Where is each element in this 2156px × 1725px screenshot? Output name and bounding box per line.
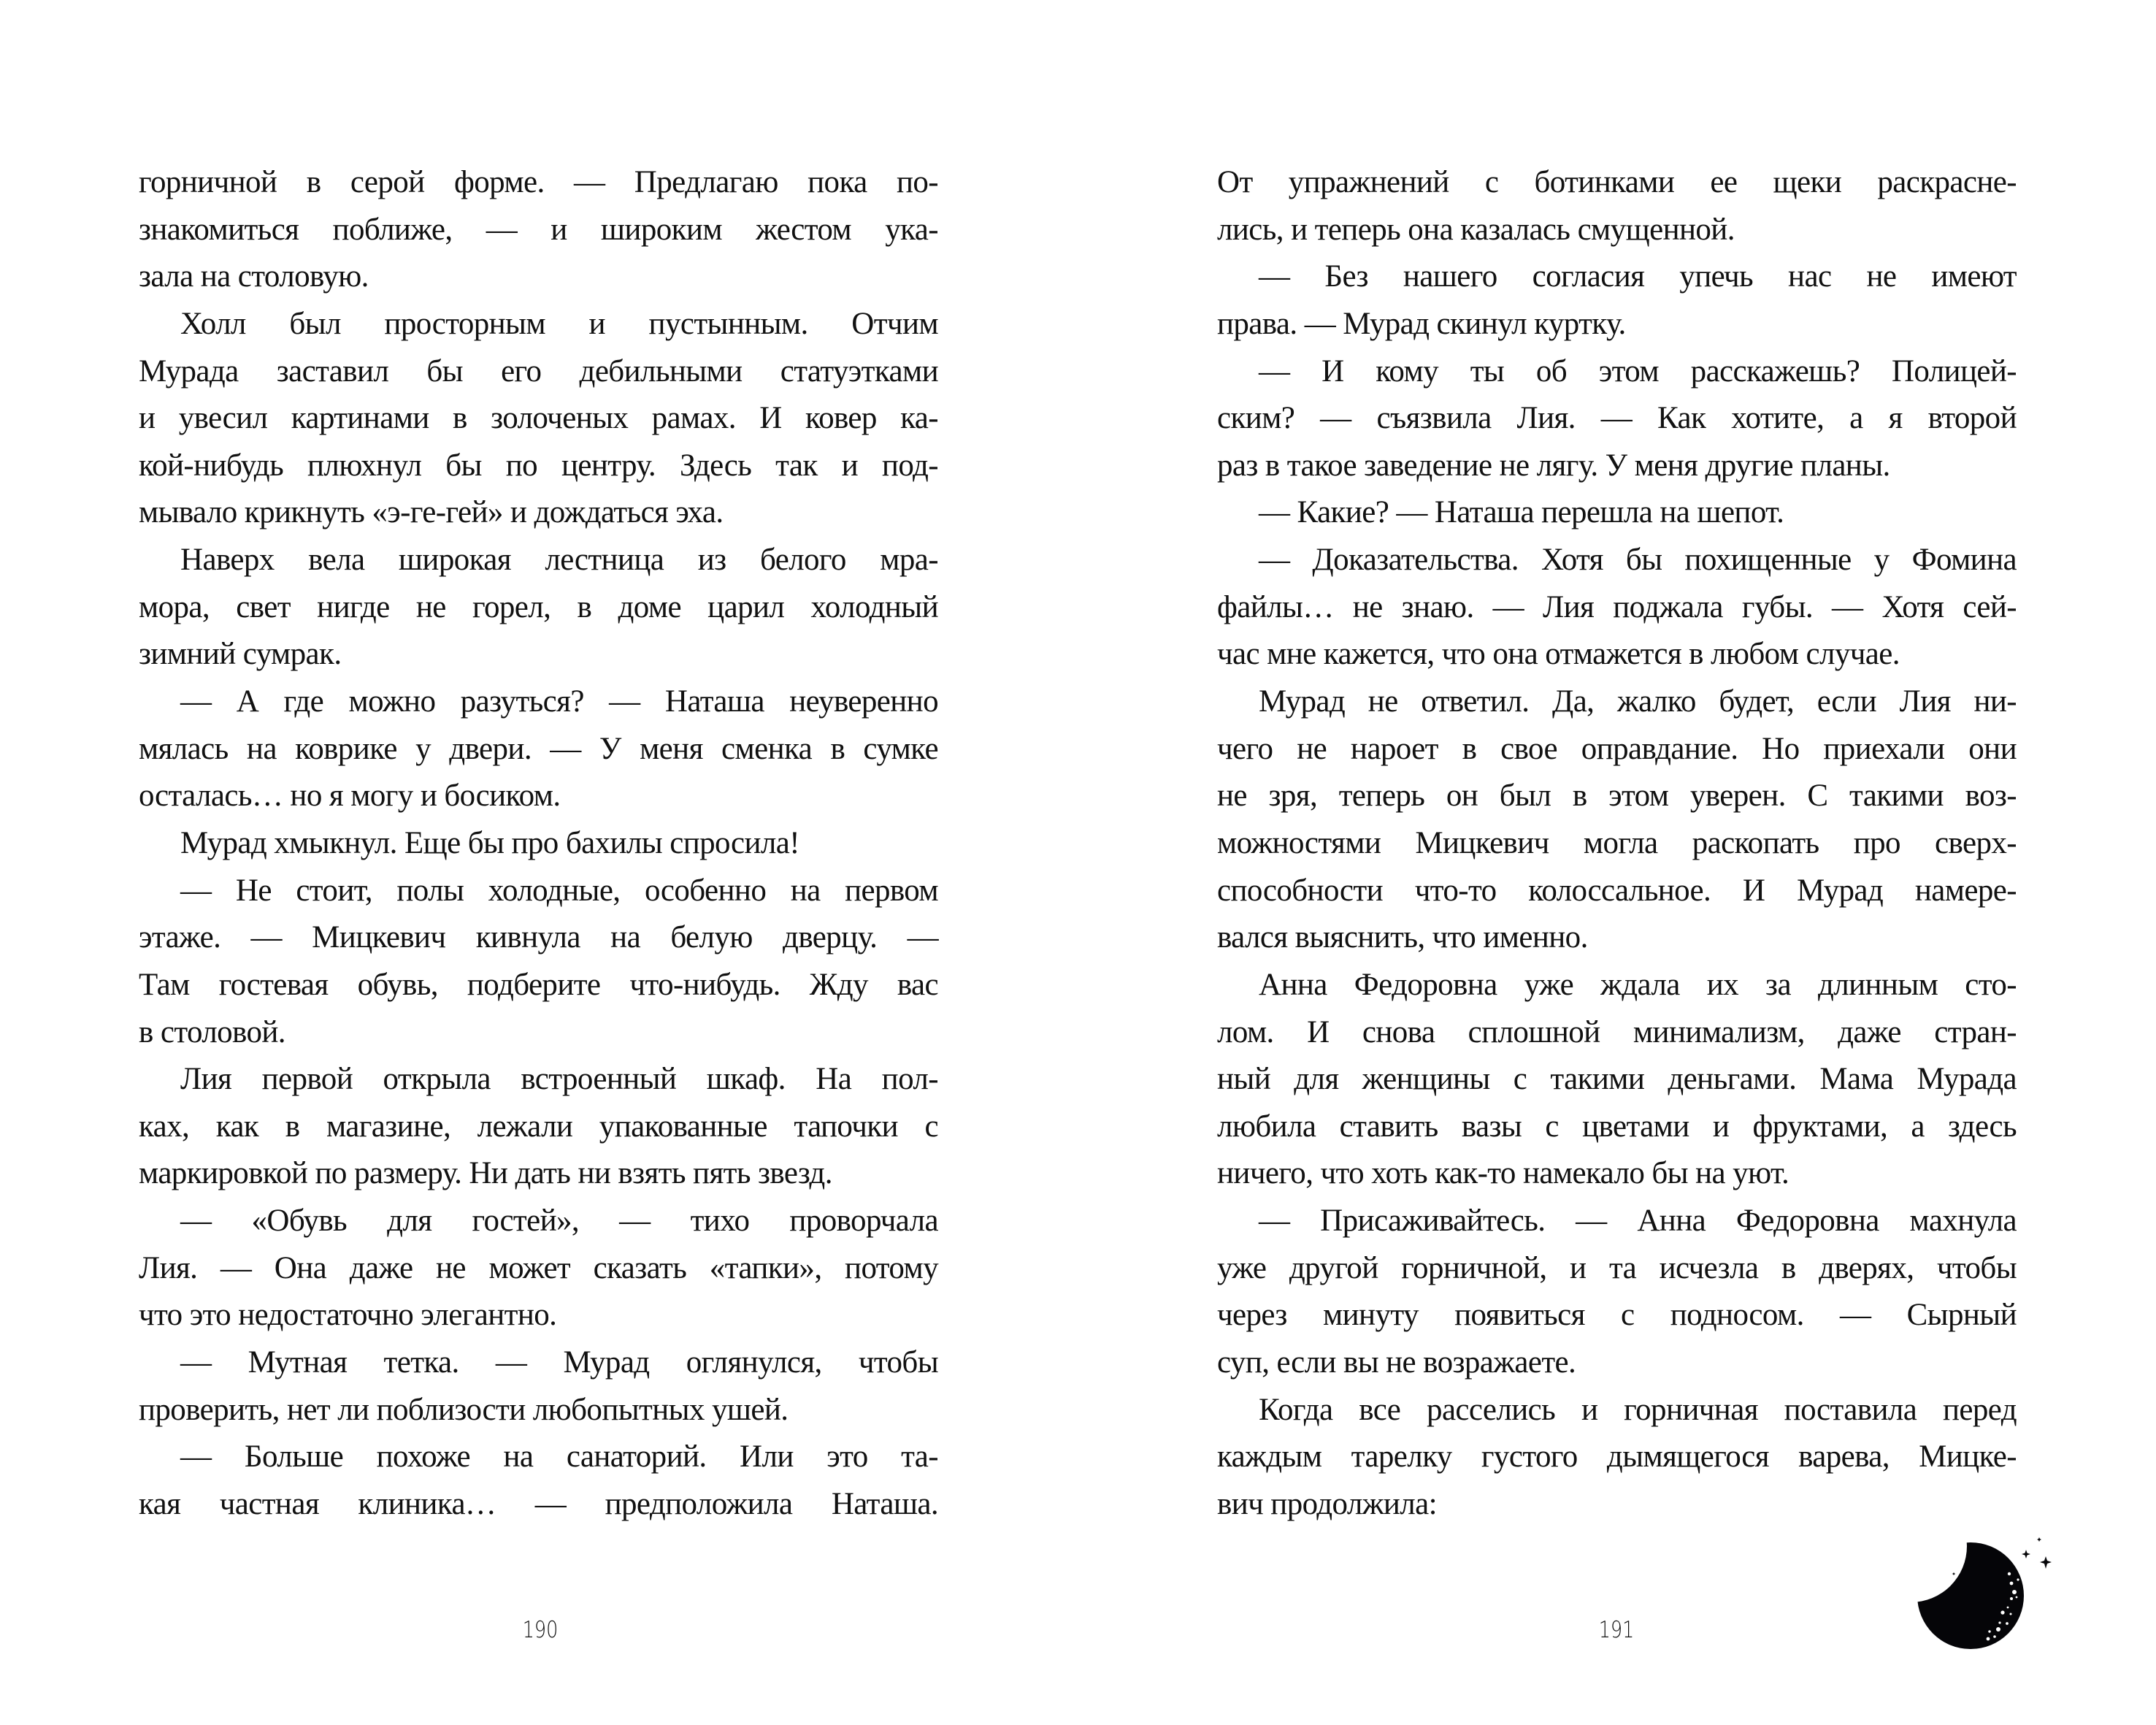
text-line: уже другой горничной, и та исчезла в дверях, чтобы bbox=[1217, 1250, 2017, 1285]
text-line: — Не стоит, полы холодные, особенно на первом bbox=[180, 873, 938, 908]
text-line: Анна Федоровна уже ждала их за длинным сто- bbox=[1259, 967, 2017, 1002]
moon-body bbox=[1917, 1542, 2024, 1649]
text-line: через минуту появиться с подносом. — Сырный bbox=[1217, 1298, 2017, 1333]
text-line: и увесил картинами в золоченых рамах. И ковер ка- bbox=[139, 401, 938, 436]
text-line: — Присаживайтесь. — Анна Федоровна махнула bbox=[1259, 1204, 2017, 1239]
page-number-right: 191 bbox=[1598, 1617, 1635, 1643]
text-line: файлы… не знаю. — Лия поджала губы. — Хотя сей- bbox=[1217, 589, 2017, 624]
text-line: мялась на коврике у двери. — У меня сменка в сумке bbox=[139, 731, 938, 766]
text-line: этаже. — Мицкевич кивнула на белую дверцу. — bbox=[139, 920, 938, 955]
text-line: — «Обувь для гостей», — тихо проворчала bbox=[180, 1204, 938, 1239]
text-line: раз в такое заведение не лягу. У меня другие планы. bbox=[1217, 448, 1890, 483]
text-line: любила ставить вазы с цветами и фруктами, а здесь bbox=[1217, 1109, 2017, 1144]
text-line: горничной в серой форме. — Предлагаю пока по- bbox=[139, 165, 938, 199]
text-line: час мне кажется, что она отмажется в любом случае. bbox=[1217, 637, 1900, 672]
text-line: — Без нашего согласия упечь нас не имеют bbox=[1259, 259, 2017, 294]
text-line: — Доказательства. Хотя бы похищенные у Фомина bbox=[1259, 543, 2017, 578]
text-line: можностями Мицкевич могла раскопать про сверх- bbox=[1217, 825, 2017, 860]
text-line: Когда все расселись и горничная поставила перед bbox=[1259, 1392, 2017, 1427]
text-line: ничего, что хоть как-то намекало бы на уют. bbox=[1217, 1156, 1789, 1191]
text-line: Мурада заставил бы его дебильными статуэтками bbox=[139, 353, 938, 389]
text-line: Наверх вела широкая лестница из белого мра- bbox=[180, 543, 938, 578]
star-medium bbox=[2022, 1550, 2030, 1558]
text-line: ках, как в магазине, лежали упакованные тапочки с bbox=[139, 1109, 938, 1144]
text-line: ный для женщины с такими деньгами. Мама Мурада bbox=[1217, 1062, 2017, 1097]
text-line: мывало крикнуть «э-ге-гей» и дождаться эха. bbox=[139, 495, 724, 530]
text-line: кой-нибудь плюхнул бы по центру. Здесь так и под- bbox=[139, 448, 938, 483]
text-line: Лия первой открыла встроенный шкаф. На пол- bbox=[180, 1062, 938, 1097]
text-line: осталась… но я могу и босиком. bbox=[139, 779, 561, 814]
text-line: вич продолжила: bbox=[1217, 1486, 1437, 1521]
text-line: знакомиться поближе, — и широким жестом ука- bbox=[139, 212, 938, 247]
text-line: — Какие? — Наташа перешла на шепот. bbox=[1259, 495, 1784, 530]
text-line: проверить, нет ли поблизости любопытных ушей. bbox=[139, 1392, 789, 1427]
text-line: От упражнений с ботинками ее щеки раскрасне- bbox=[1217, 165, 2017, 199]
page-number-left: 190 bbox=[522, 1617, 559, 1643]
text-line: каждым тарелку густого дымящегося варева, Мицке- bbox=[1217, 1439, 2017, 1475]
text-line: чего не нароет в свое оправдание. Но приехали они bbox=[1217, 731, 2017, 766]
text-line: суп, если вы не возражаете. bbox=[1217, 1345, 1576, 1380]
text-line: права. — Мурад скинул куртку. bbox=[1217, 306, 1626, 341]
text-line: ским? — съязвила Лия. — Как хотите, а я второй bbox=[1217, 401, 2017, 436]
text-line: Лия. — Она даже не может сказать «тапки», потому bbox=[139, 1250, 938, 1285]
text-line: зимний сумрак. bbox=[139, 637, 342, 672]
text-line: — Мутная тетка. — Мурад оглянулся, чтобы bbox=[180, 1345, 938, 1380]
left-page-text-column bbox=[139, 159, 938, 1529]
text-line: Мурад не ответил. Да, жалко будет, если Лия ни- bbox=[1259, 684, 2017, 719]
text-line: лись, и теперь она казалась смущенной. bbox=[1217, 212, 1735, 247]
text-line: мора, свет нигде не горел, в доме царил холодный bbox=[139, 589, 938, 624]
right-page bbox=[1078, 0, 2156, 1725]
text-line: не зря, теперь он был в этом уверен. С такими воз- bbox=[1217, 779, 2017, 814]
text-line: что это недостаточно элегантно. bbox=[139, 1298, 557, 1333]
text-line: — Больше похоже на санаторий. Или это та- bbox=[180, 1439, 938, 1475]
text-line: — И кому ты об этом расскажешь? Полицей- bbox=[1259, 353, 2017, 389]
text-line: Мурад хмыкнул. Еще бы про бахилы спросила! bbox=[180, 825, 799, 860]
text-line: — А где можно разуться? — Наташа неуверенно bbox=[180, 684, 938, 719]
text-line: способности что-то колоссальное. И Мурад намере- bbox=[1217, 873, 2017, 908]
text-line: Холл был просторным и пустынным. Отчим bbox=[180, 306, 938, 341]
text-line: зала на столовую. bbox=[139, 259, 369, 294]
text-line: в столовой. bbox=[139, 1014, 285, 1049]
text-line: вался выяснить, что именно. bbox=[1217, 920, 1588, 955]
text-line: Там гостевая обувь, подберите что-нибудь. Жду вас bbox=[139, 967, 938, 1002]
star-large bbox=[2040, 1556, 2052, 1569]
crescent-moon-with-stars-icon bbox=[1898, 1519, 2073, 1665]
text-line: лом. И снова сплошной минимализм, даже стран- bbox=[1217, 1014, 2017, 1049]
text-line: кая частная клиника… — предположила Наташа. bbox=[139, 1486, 938, 1521]
right-page-text-column bbox=[1217, 159, 2017, 1529]
text-line: маркировкой по размеру. Ни дать ни взять пять звезд. bbox=[139, 1156, 832, 1191]
star-small bbox=[2037, 1537, 2041, 1542]
